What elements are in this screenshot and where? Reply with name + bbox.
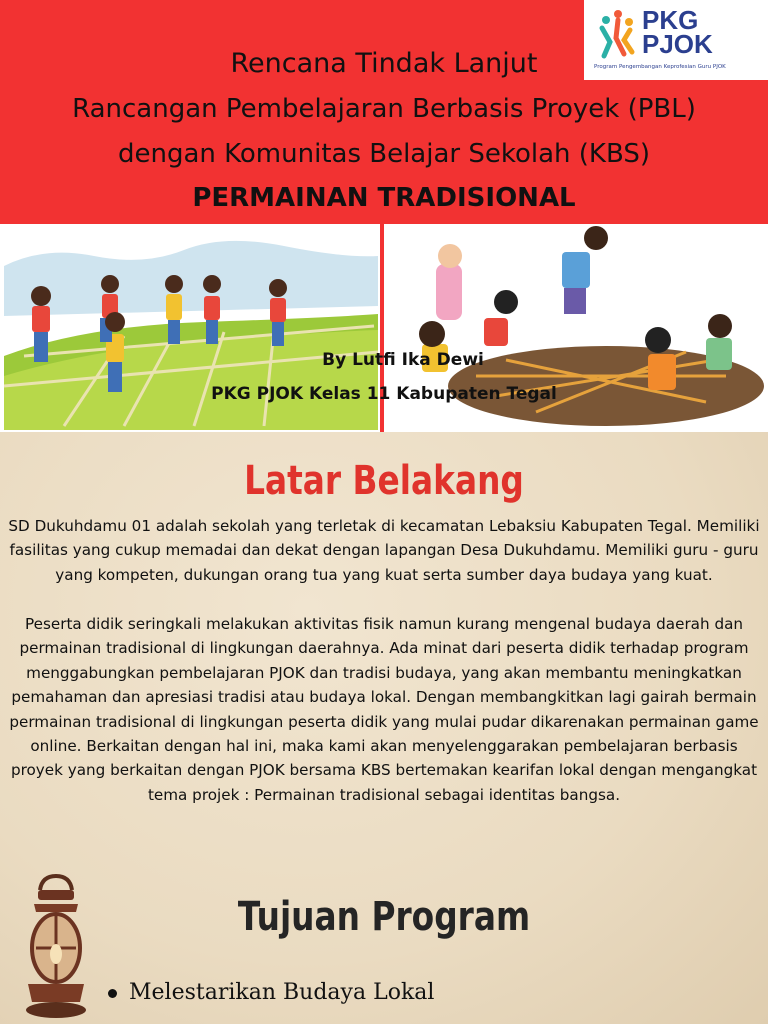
list-item: [108, 980, 434, 1005]
logo-text-pkg: PKG: [642, 5, 699, 35]
bullet-icon: [108, 989, 117, 998]
content-paper: [0, 432, 768, 1024]
section-title-latar-belakang: Latar Belakang: [244, 458, 524, 504]
paragraph-background: Peserta didik seringkali melakukan aktivitas fisik namun kurang mengenal budaya daerah dan permainan tradisional di lingkungan daerahnya. Ada minat dari peserta didik terhadap program menggabungkan pembelajaran PJOK dan tradisi budaya, yang akan membantu meningkatkan pemahaman dan apresiasi tradisi atau budaya lokal. Dengan membangkitkan lagi gairah bermain permainan tradisional di lingkungan peserta didik yang mulai pudar dikarenakan permainan game online. Berkaitan dengan hal ini, maka kami akan menyelenggarakan pembelajaran berbasis proyek yang berkaitan dengan PJOK bersama KBS bertemakan kearifan lokal dengan mengangkat tema projek : Permainan tradisional sebagai identitas bangsa.: [9, 615, 759, 804]
list-item-label: Melestarikan Budaya Lokal: [129, 980, 435, 1005]
header-banner: [0, 0, 768, 224]
author-name: By Lutfi Ika Dewi: [322, 350, 484, 370]
title-line-3: dengan Komunitas Belajar Sekolah (KBS): [117, 139, 651, 169]
illustration-band: [0, 224, 768, 432]
logo-text-pjok: PJOK: [642, 29, 713, 59]
title-line-4: PERMAINAN TRADISIONAL: [192, 183, 576, 213]
author-role: PKG PJOK Kelas 11 Kabupaten Tegal: [211, 384, 557, 404]
title-line-1: Rencana Tindak Lanjut: [230, 48, 538, 79]
logo-subtitle: Program Pengembangan Keprofesian Guru PJOK: [594, 64, 726, 70]
title-line-2: Rancangan Pembelajaran Berbasis Proyek (PBL): [72, 94, 696, 124]
section-title-tujuan-program: Tujuan Program: [237, 894, 531, 940]
paragraph-school-profile: SD Dukuhdamu 01 adalah sekolah yang terletak di kecamatan Lebaksiu Kabupaten Tegal. Memiliki fasilitas yang cukup memadai dan dekat dengan lapangan Desa Dukuhdamu. Memiliki guru - guru yang kompeten, dukungan orang tua yang kuat serta sumber daya budaya yang kuat.: [8, 517, 760, 584]
